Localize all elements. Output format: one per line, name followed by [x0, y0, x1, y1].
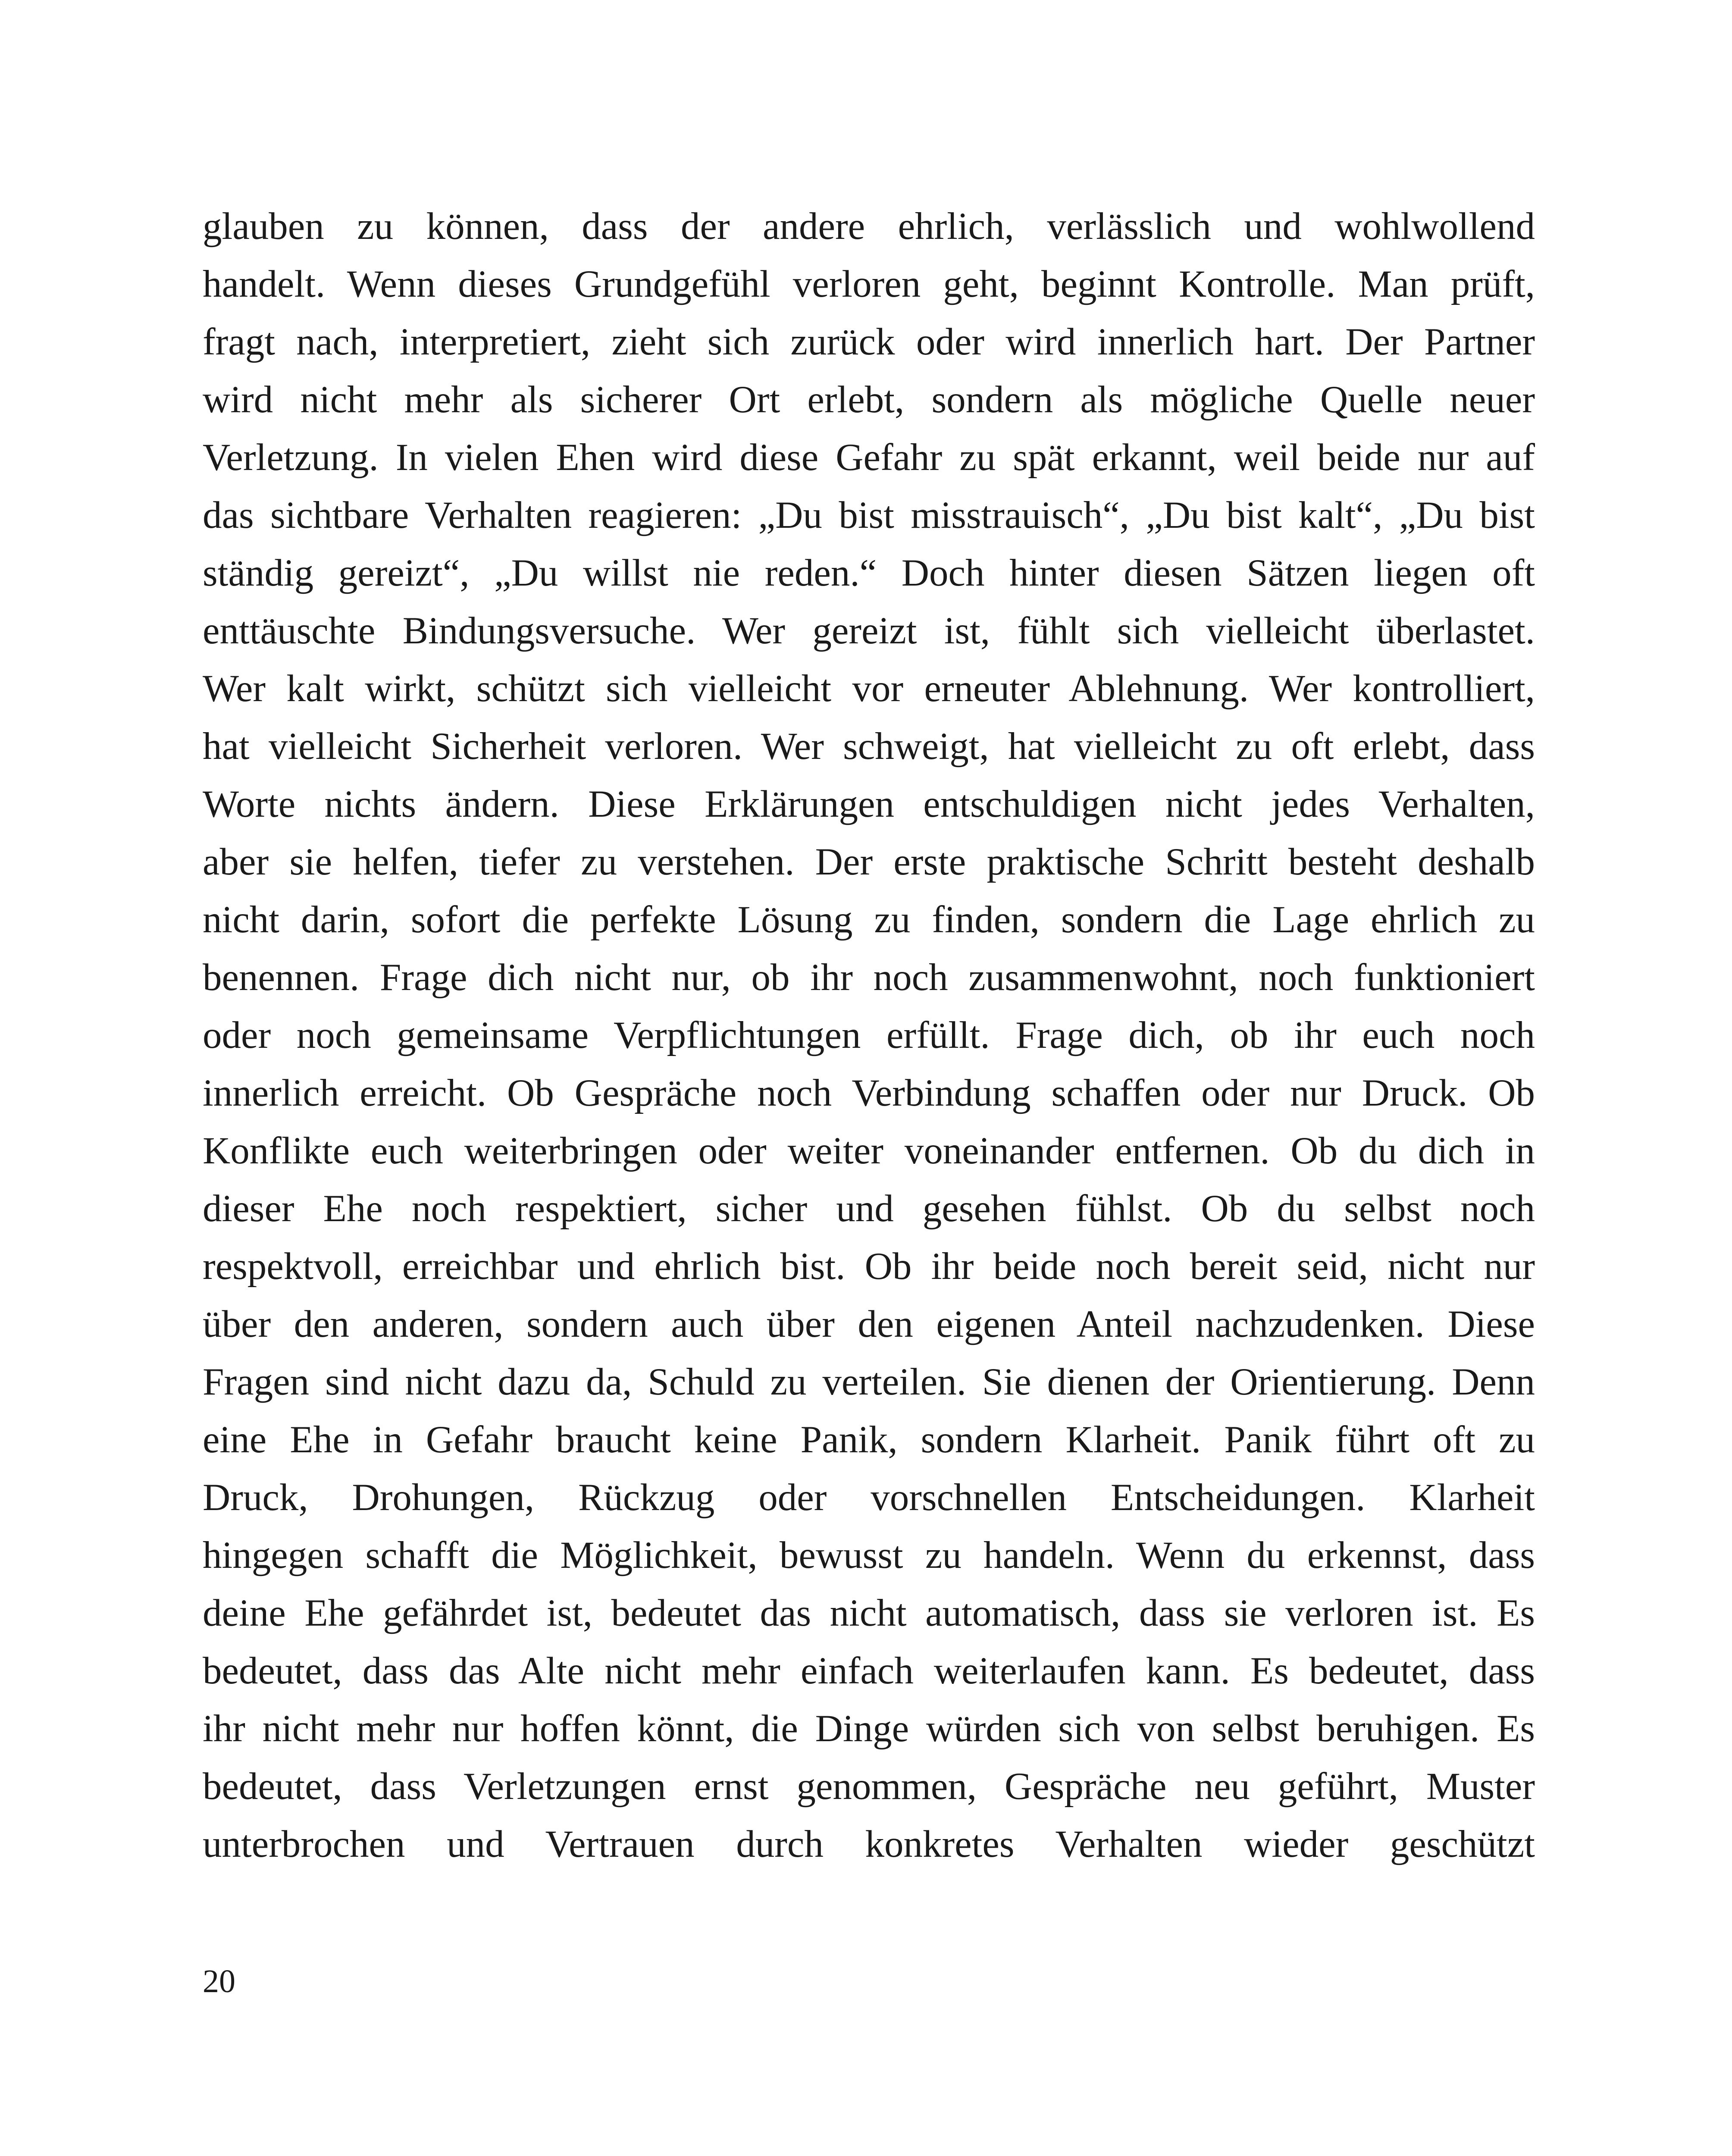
- text-line: ständig gereizt“, „Du willst nie reden.“ Doch hinter diesen Sätzen liegen oft: [203, 552, 1535, 594]
- text-line: Druck, Drohungen, Rückzug oder vorschnellen Entscheidungen. Klarheit: [203, 1476, 1535, 1519]
- text-line: bedeutet, dass das Alte nicht mehr einfach weiterlaufen kann. Es bedeutet, dass: [203, 1650, 1535, 1692]
- text-line: Fragen sind nicht dazu da, Schuld zu verteilen. Sie dienen der Orientierung. Denn: [203, 1361, 1535, 1403]
- text-line: Worte nichts ändern. Diese Erklärungen entschuldigen nicht jedes Verhalten,: [203, 783, 1535, 825]
- text-line: oder noch gemeinsame Verpflichtungen erfüllt. Frage dich, ob ihr euch noch: [203, 1014, 1535, 1056]
- page-number: 20: [203, 1963, 235, 1999]
- text-line: enttäuschte Bindungsversuche. Wer gereizt ist, fühlt sich vielleicht überlastet.: [203, 610, 1535, 652]
- text-line: fragt nach, interpretiert, zieht sich zurück oder wird innerlich hart. Der Partner: [203, 321, 1535, 363]
- text-line: dieser Ehe noch respektiert, sicher und gesehen fühlst. Ob du selbst noch: [203, 1188, 1535, 1230]
- body-text: [203, 197, 1535, 1873]
- text-line: respektvoll, erreichbar und ehrlich bist. Ob ihr beide noch bereit seid, nicht nur: [203, 1245, 1535, 1288]
- text-line: wird nicht mehr als sicherer Ort erlebt, sondern als mögliche Quelle neuer: [203, 379, 1535, 421]
- text-line: innerlich erreicht. Ob Gespräche noch Verbindung schaffen oder nur Druck. Ob: [203, 1072, 1535, 1114]
- text-line: das sichtbare Verhalten reagieren: „Du bist misstrauisch“, „Du bist kalt“, „Du bist: [203, 494, 1535, 536]
- text-line: Wer kalt wirkt, schützt sich vielleicht vor erneuter Ablehnung. Wer kontrolliert,: [203, 667, 1535, 710]
- text-line: benennen. Frage dich nicht nur, ob ihr noch zusammenwohnt, noch funktioniert: [203, 956, 1535, 999]
- text-line: über den anderen, sondern auch über den eigenen Anteil nachzudenken. Diese: [203, 1303, 1535, 1345]
- text-line: hingegen schafft die Möglichkeit, bewusst zu handeln. Wenn du erkennst, dass: [203, 1534, 1535, 1576]
- text-line: hat vielleicht Sicherheit verloren. Wer schweigt, hat vielleicht zu oft erlebt, dass: [203, 725, 1535, 768]
- text-line: nicht darin, sofort die perfekte Lösung zu finden, sondern die Lage ehrlich zu: [203, 899, 1535, 941]
- text-line: Verletzung. In vielen Ehen wird diese Gefahr zu spät erkannt, weil beide nur auf: [203, 436, 1535, 479]
- text-line: deine Ehe gefährdet ist, bedeutet das nicht automatisch, dass sie verloren ist. Es: [203, 1592, 1535, 1634]
- text-line: ihr nicht mehr nur hoffen könnt, die Dinge würden sich von selbst beruhigen. Es: [203, 1708, 1535, 1750]
- text-line: unterbrochen und Vertrauen durch konkretes Verhalten wieder geschützt: [203, 1823, 1535, 1865]
- text-line: handelt. Wenn dieses Grundgefühl verloren geht, beginnt Kontrolle. Man prüft,: [203, 263, 1535, 305]
- text-line: Konflikte euch weiterbringen oder weiter voneinander entfernen. Ob du dich in: [203, 1130, 1535, 1172]
- text-line: aber sie helfen, tiefer zu verstehen. Der erste praktische Schritt besteht deshalb: [203, 841, 1535, 883]
- text-line: bedeutet, dass Verletzungen ernst genommen, Gespräche neu geführt, Muster: [203, 1765, 1535, 1808]
- text-line: glauben zu können, dass der andere ehrlich, verlässlich und wohlwollend: [203, 205, 1535, 248]
- text-line: eine Ehe in Gefahr braucht keine Panik, sondern Klarheit. Panik führt oft zu: [203, 1419, 1535, 1461]
